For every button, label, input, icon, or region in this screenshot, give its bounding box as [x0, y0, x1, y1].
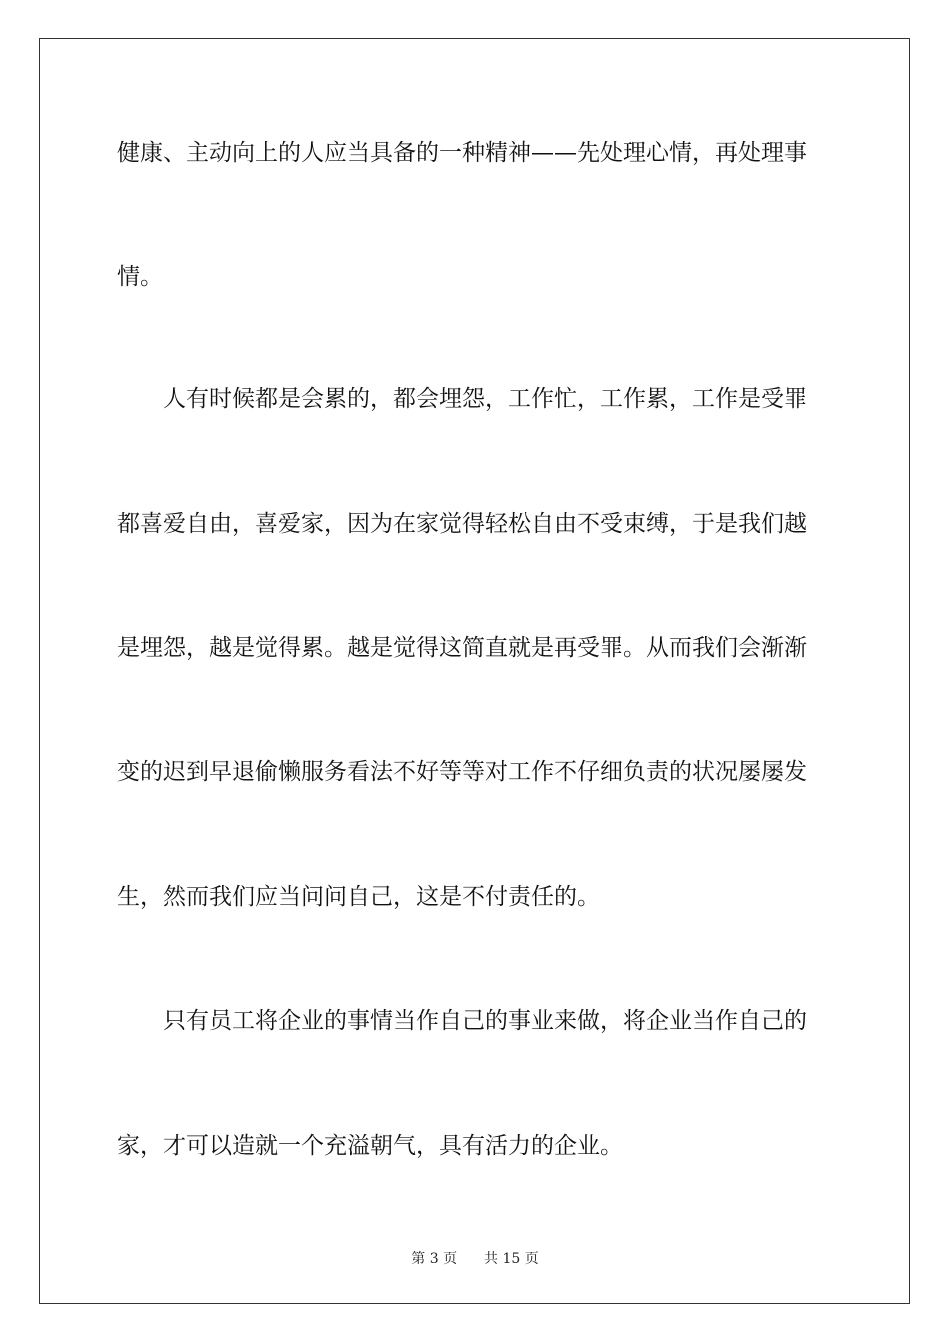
text-line-7: 生，然而我们应当问问自己，这是不付责任的。 — [117, 884, 600, 910]
text-line-5: 是埋怨，越是觉得累。越是觉得这简直就是再受罪。从而我们会渐渐 — [117, 635, 807, 661]
text-line-9: 家，才可以造就一个充溢朝气，具有活力的企业。 — [117, 1133, 623, 1159]
text-line-2: 情。 — [117, 264, 163, 290]
text-line-1: 健康、主动向上的人应当具备的一种精神——先处理心情，再处理事 — [117, 140, 807, 166]
text-line-3: 人有时候都是会累的，都会埋怨，工作忙，工作累，工作是受罪 — [117, 386, 807, 412]
page-footer — [0, 1248, 950, 1268]
page-number: 第 3 页 — [411, 1251, 458, 1267]
text-line-4: 都喜爱自由，喜爱家，因为在家觉得轻松自由不受束缚，于是我们越 — [117, 511, 807, 537]
text-line-6: 变的迟到早退偷懒服务看法不好等等对工作不仔细负责的状况屡屡发 — [117, 759, 807, 785]
page-border — [39, 38, 910, 1304]
text-line-8: 只有员工将企业的事情当作自己的事业来做，将企业当作自己的 — [117, 1008, 807, 1034]
total-pages: 共 15 页 — [484, 1251, 539, 1267]
